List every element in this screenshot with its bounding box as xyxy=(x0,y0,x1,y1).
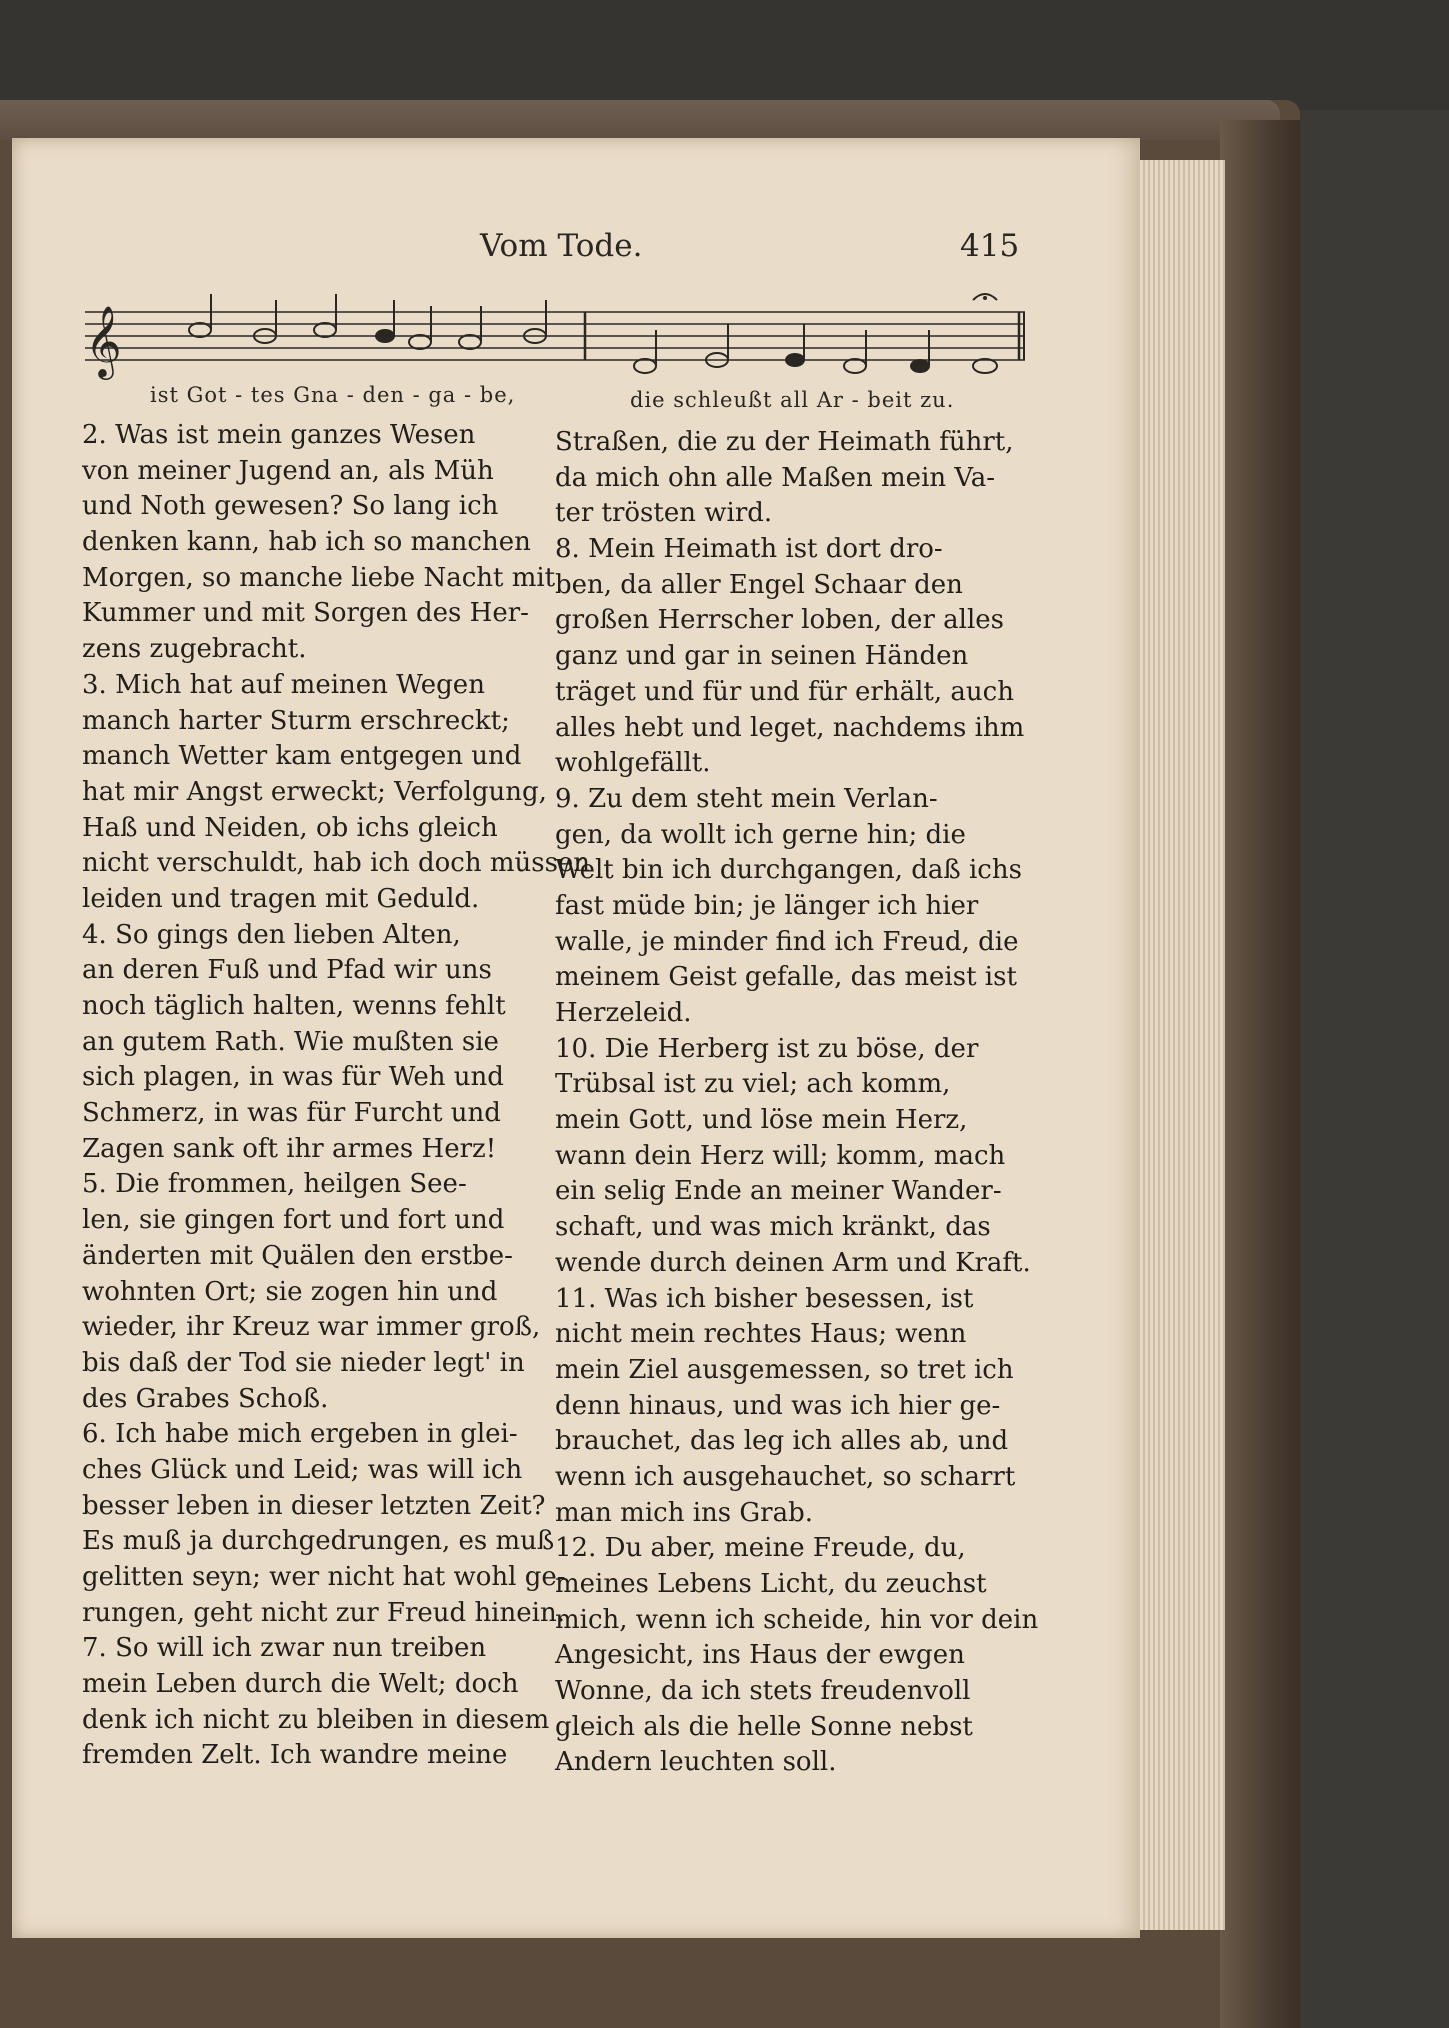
text-line: mein Gott, und löse mein Herz, xyxy=(555,1105,968,1136)
text-line: nicht mein rechtes Haus; wenn xyxy=(555,1319,967,1350)
text-line: Straßen, die zu der Heimath führt, xyxy=(555,427,1014,457)
text-line: fremden Zelt. Ich wandre meine xyxy=(82,1740,508,1771)
text-line: ben, da aller Engel Schaar den xyxy=(555,569,963,600)
text-line: gelitten seyn; wer nicht hat wohl ge- xyxy=(82,1562,566,1592)
book-cover-top-edge xyxy=(0,100,1280,140)
text-line: meines Lebens Licht, du zeuchst xyxy=(555,1569,987,1599)
treble-clef-icon: 𝄞 xyxy=(85,304,122,377)
text-line: von meiner Jugend an, als Müh xyxy=(82,455,494,486)
text-line: nicht verschuldt, hab ich doch müssen xyxy=(82,848,591,879)
text-line: rungen, geht nicht zur Freud hinein. xyxy=(82,1597,565,1628)
text-line: Trübsal ist zu viel; ach komm, xyxy=(555,1069,951,1100)
text-line: denken kann, hab ich so manchen xyxy=(82,527,531,558)
text-line: Wonne, da ich stets freudenvoll xyxy=(555,1676,971,1707)
text-line: 3. Mich hat auf meinen Wegen xyxy=(82,669,485,700)
text-line: leiden und tragen mit Geduld. xyxy=(82,883,480,914)
text-line: wohlgefällt. xyxy=(555,748,711,779)
background-top xyxy=(0,0,1449,110)
page-number: 415 xyxy=(960,228,1020,264)
text-line: manch harter Sturm erschreckt; xyxy=(82,705,510,736)
text-line: an gutem Rath. Wie mußten sie xyxy=(82,1026,499,1057)
text-line: man mich ins Grab. xyxy=(555,1497,813,1528)
text-line: Morgen, so manche liebe Nacht mit xyxy=(82,562,556,593)
text-line: da mich ohn alle Maßen mein Va- xyxy=(555,462,996,493)
text-line: noch täglich halten, wenns fehlt xyxy=(82,991,506,1021)
text-line: ter trösten wird. xyxy=(555,498,773,529)
text-column-left xyxy=(82,418,591,1774)
text-column-right xyxy=(555,425,1039,1781)
text-line: 12. Du aber, meine Freude, du, xyxy=(555,1533,966,1564)
text-line: 4. So gings den lieben Alten, xyxy=(82,919,461,950)
text-line: walle, je minder find ich Freud, die xyxy=(555,926,1019,957)
text-line: 2. Was ist mein ganzes Wesen xyxy=(82,420,476,450)
page-stack-edge xyxy=(1125,160,1225,1930)
book-cover-side xyxy=(1220,120,1300,2028)
text-line: 10. Die Herberg ist zu böse, der xyxy=(555,1033,979,1064)
lyrics-right: die schleußt all Ar - beit zu. xyxy=(630,388,955,412)
text-line: träget und für und für erhält, auch xyxy=(555,676,1014,707)
text-line: gen, da wollt ich gerne hin; die xyxy=(555,819,966,850)
text-line: gleich als die helle Sonne nebst xyxy=(555,1711,973,1742)
text-line: denn hinaus, und was ich hier ge- xyxy=(555,1390,1001,1421)
text-line: Angesicht, ins Haus der ewgen xyxy=(555,1640,965,1671)
text-line: wohnten Ort; sie zogen hin und xyxy=(82,1276,498,1307)
text-line: fast müde bin; je länger ich hier xyxy=(555,890,979,921)
text-line: Welt bin ich durchgangen, daß ichs xyxy=(555,855,1022,886)
text-line: ches Glück und Leid; was will ich xyxy=(82,1454,523,1485)
music-staff xyxy=(85,290,1025,380)
text-line: Haß und Neiden, ob ichs gleich xyxy=(82,812,498,843)
text-line: mein Leben durch die Welt; doch xyxy=(82,1669,519,1700)
text-line: Andern leuchten soll. xyxy=(555,1747,837,1778)
text-line: manch Wetter kam entgegen und xyxy=(82,741,522,772)
text-line: len, sie gingen fort und fort und xyxy=(82,1205,505,1236)
text-line: Schmerz, in was für Furcht und xyxy=(82,1098,501,1129)
text-line: hat mir Angst erweckt; Verfolgung, xyxy=(82,776,547,807)
text-line: 5. Die frommen, heilgen See- xyxy=(82,1169,467,1200)
text-line: des Grabes Schoß. xyxy=(82,1383,329,1414)
text-line: bis daß der Tod sie nieder legt' in xyxy=(82,1347,525,1378)
text-line: mein Ziel ausgemessen, so tret ich xyxy=(555,1354,1014,1385)
text-line: mich, wenn ich scheide, hin vor dein xyxy=(555,1604,1039,1635)
text-line: 11. Was ich bisher besessen, ist xyxy=(555,1283,974,1314)
text-line: 6. Ich habe mich ergeben in glei- xyxy=(82,1419,518,1450)
text-line: Herzeleid. xyxy=(555,998,692,1028)
text-line: zens zugebracht. xyxy=(82,634,307,665)
text-line: änderten mit Quälen den erstbe- xyxy=(82,1240,513,1271)
text-line: wenn ich ausgehauchet, so scharrt xyxy=(555,1461,1016,1492)
text-line: 9. Zu dem steht mein Verlan- xyxy=(555,783,938,814)
text-line: ein selig Ende an meiner Wander- xyxy=(555,1176,1002,1207)
text-line: alles hebt und leget, nachdems ihm xyxy=(555,712,1025,743)
text-line: sich plagen, in was für Weh und xyxy=(82,1062,504,1093)
text-line: wieder, ihr Kreuz war immer groß, xyxy=(82,1312,541,1343)
text-line: brauchet, das leg ich alles ab, und xyxy=(555,1426,1009,1457)
text-line: an deren Fuß und Pfad wir uns xyxy=(82,955,492,986)
text-line: schaft, und was mich kränkt, das xyxy=(555,1212,991,1243)
text-line: großen Herrscher loben, der alles xyxy=(555,605,1004,636)
text-line: besser leben in dieser letzten Zeit? xyxy=(82,1490,546,1521)
text-line: und Noth gewesen? So lang ich xyxy=(82,491,499,522)
text-line: meinem Geist gefalle, das meist ist xyxy=(555,962,1017,993)
text-line: 8. Mein Heimath ist dort dro- xyxy=(555,534,943,565)
text-line: wende durch deinen Arm und Kraft. xyxy=(555,1247,1031,1278)
text-line: 7. So will ich zwar nun treiben xyxy=(82,1633,487,1664)
text-line: wann dein Herz will; komm, mach xyxy=(555,1140,1006,1171)
text-line: Zagen sank oft ihr armes Herz! xyxy=(82,1133,497,1164)
text-line: Es muß ja durchgedrungen, es muß xyxy=(82,1526,555,1557)
text-line: denk ich nicht zu bleiben in diesem xyxy=(82,1704,550,1735)
running-head: Vom Tode. xyxy=(480,228,643,264)
text-line: Kummer und mit Sorgen des Her- xyxy=(82,598,529,629)
lyrics-left: ist Got - tes Gna - den - ga - be, xyxy=(150,383,516,407)
text-line: ganz und gar in seinen Händen xyxy=(555,641,969,672)
